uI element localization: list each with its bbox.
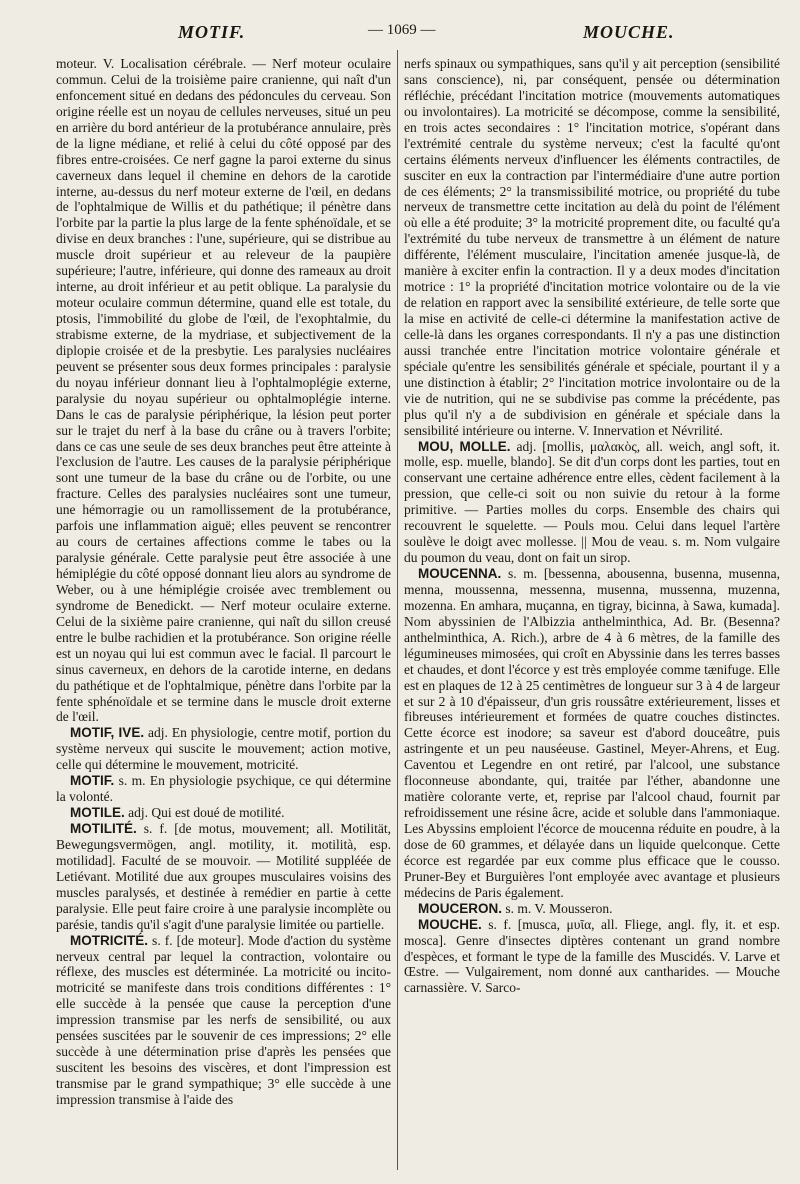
headword: MOU, MOLLE. bbox=[418, 438, 511, 454]
headword: MOUCHE. bbox=[418, 916, 482, 932]
headword: MOUCERON. bbox=[418, 900, 502, 916]
headword: MOUCENNA. bbox=[418, 566, 502, 581]
headword: MOTILITÉ. bbox=[70, 821, 137, 836]
right-column bbox=[404, 56, 780, 996]
definition: s. m. [bessenna, abousenna, busenna, musenna, menna, moussenna, messenna, musenna, mussenna, muzenna, mozenna. En amhara, muçanna, en tigray, bicinna, à Sawa, kumada]. Nom abyssinien de l'Albizzia anthelminthica, Ad. Br. (Besenna? anthelminthica, A. Rich.), arbre de 4 à 6 mètres, de la famille des légumineuses mimosées, qui croît en Abyssinie dans les terres basses et chaudes, et dont l'écorce y est très employée comme tænifuge. Elle est en plaques de 12 à 25 centimètres de longueur sur 3 à 4 de largeur et sur 2 à 10 d'épaisseur, d'un gris roussâtre extérieurement, lisses et fibreuses intérieurement et formées de quatre couches distinctes. Cette écorce est inodore; sa saveur est d'abord douceâtre, puis astringente et un peu nauséeuse. Gastinel, Meyer-Ahrens, et Eug. Caventou et Legendre en ont retiré, par l'alcool, une substance floconneuse abondante, qui, traitée par l'éther, abandonne une matière colorante verte, et, reprise par l'alcool chaud, fournit par refroidissement une résine âcre, acide et soluble dans l'ammoniaque. Les Abyssins emploient l'écorce de moucenna réduite en poudre, à la dose de 60 grammes, et délayée dans un liquide quelconque. Cette écorce est regardée par eux comme plus efficace que le cousso. Pruner-Bey et Burguières l'ont employée avec avantage et plusieurs médecins de Paris également. bbox=[404, 566, 780, 900]
headword: MOTIF, IVE. bbox=[70, 725, 145, 741]
entry-motif-ive bbox=[56, 725, 391, 773]
entry-motilite bbox=[56, 821, 391, 933]
running-head-left: MOTIF. bbox=[178, 22, 246, 42]
definition: adj. Qui est doué de motilité. bbox=[124, 805, 285, 821]
continued-entry-text: nerfs spinaux ou sympathiques, sans qu'il y ait perception (sensibilité sans conscience), ni, par conséquent, pensée ou détermination réfléchie, précédant l'incitation motrice (mouvements automatiques ou involontaires). La motricité se décompose, comme la sensibilité, en trois actes secondaires : 1° l'incitation motrice, s'opérant dans l'extrémité centrale du système nerveux; c'est la faculté qu'ont certains éléments nerveux d'influencer les éléments contractiles, de susciter en eux la contraction par l'intermédiaire d'une autre portion de ces éléments; 2° la transmissibilité motrice, ou propriété du tube nerveux de transmettre cette incitation au delà du point de l'élément où elle a été produite; 3° la motricité proprement dite, ou faculté qu'a l'extrémité du tube nerveux de transmettre à un élément de nature différente, l'élément musculaire, l'incitation amenée jusque-là, de manière à exciter enfin la contraction. Il y a deux modes d'incitation motrice : 1° la propriété d'incitation motrice volontaire ou de la vie de relation en rapport avec la sensibilité extérieure, de telle sorte que la mise en activité de celle-ci détermine la manifestation active de celle-là dans les organes correspondants. Il n'y a pas une distinction aussi tranchée entre l'incitation motrice volontaire générale et spéciale qu'entre les sensibilités générale et spéciale, pourtant il y a une distinction à établir; 2° l'incitation motrice involontaire ou de la vie de nutrition, qui ne se subdivise pas comme la précédente, pas plus qu'il n'y a de subdivision en générale et spéciale dans la sensibilité intérieure ou interne. V. Innervation et Névrilité. bbox=[404, 56, 780, 438]
continued-entry-text: moteur. V. Localisation cérébrale. — Nerf moteur oculaire commun. Celui de la troisième paire cranienne, qui naît d'un enfoncement situé en dedans des pédoncules du cerveau. Son origine réelle est un noyau de cellules nerveuses, situé un peu en arrière du bord antérieur de la protubérance annulaire, près de la ligne médiane, et relié à celui du côté opposé par des fibres entre-croisées. Ce nerf gagne la paroi externe du sinus caverneux dans lequel il chemine en dehors de la carotide interne, au-dessus du nerf moteur externe de l'œil, en dedans de l'ophtalmique de Willis et du pathétique; il pénètre dans l'orbite par la partie la plus large de la fente sphénoïdale, et se divise en deux branches : l'une, supérieure, qui se distribue au muscle droit supérieur et au releveur de la paupière supérieure; l'autre, inférieure, qui donne des rameaux au droit interne, au droit inférieur et au petit oblique. La paralysie du moteur oculaire commun détermine, quand elle est totale, du ptosis, l'immobilité du globe de l'œil, de l'exophtalmie, du strabisme externe, de la mydriase, et subjectivement de la diplopie croisée et de la presbytie. Les paralysies nucléaires peuvent se présenter sous deux formes principales : paralysie du noyau inférieur donnant lieu à l'ophtalmoplégie externe, paralysie du noyau supérieur ou ophtalmoplégie interne. Dans le cas de paralysie périphérique, la lésion peut porter sur le trajet du nerf à la base du crâne ou à travers l'orbite; dans ce cas une seule de ses deux branches peut être atteinte à l'exclusion de l'autre. Les causes de la paralysie périphérique sont une tumeur de la base du crâne ou de l'orbite, ou une fracture. Celles des paralysies nucléaires sont une tumeur, une hémorragie ou un ramollissement de la protubérance, parfois une inflammation aiguë; elles peuvent se rencontrer au cours de certaines affections comme le tabes ou la paralysie générale. Cette paralysie peut être associée à une hémiplégie du côté opposé donnant lieu alors au syndrome de Weber, ou à une hémiplégie croisée avec tremblement ou syndrome de Benedickt. — Nerf moteur oculaire externe. Celui de la sixième paire cranienne, qui naît du sillon creusé entre le bulbe rachidien et la protubérance. Son origine réelle est un noyau qui lui est commun avec le facial. Il parcourt le sinus caverneux, en dehors de la carotide interne, en dedans du pathétique et de l'ophtalmique, pénètre dans l'orbite par la fente sphénoïdale et se termine dans le muscle droit externe de l'œil. bbox=[56, 56, 391, 725]
headword: MOTILE. bbox=[70, 805, 125, 821]
definition: adj. [mollis, μαλακὸς, all. weich, angl soft, it. molle, esp. muelle, blando]. Se dit d'un corps dont les parties, tout en conservant une certaine adhérence entre elles, cèdent facilement à la pression, que celle-ci soit ou non suivie du retour à la forme primitive. — Parties molles du corps. Ensemble des chairs qui recouvrent le squelette. — Pouls mou. Celui dans lequel l'artère soulève le doigt avec mollesse. || Mou de veau. s. m. Nom vulgaire du poumon du veau, dont on fait un sirop. bbox=[404, 438, 780, 566]
definition: s. f. [de moteur]. Mode d'action du système nerveux central par lequel la contraction, volontaire ou réflexe, des muscles est déterminée. La motricité ou incito-motricité se manifeste dans trois conditions différentes : 1° elle succède à la pensée que cause la perception d'une impression transmise par les nerfs de sensibilité, ou aux pensées suscitées par le souvenir de ces impressions; 2° elle succède à une détermination prise d'après les pensées que suscitent les besoins des viscères, et dont l'impression est transmise par le grand sympathique; 3° elle succède à une impression transmise à l'aide des bbox=[56, 932, 391, 1107]
definition: s. f. [de motus, mouvement; all. Motilität, Bewegungsvermögen, angl. motility, it. motilità, esp. motilidad]. Faculté de se mouvoir. — Motilité suppléée de Letiévant. Motilité due aux groupes musculaires voisins des muscles paralysés, et destinée à remédier en partie à cette paralysie. Elle peut faire croire à une paralysie incomplète ou parésie, tandis qu'il s'agit d'une paralysie limitée ou partielle. bbox=[56, 821, 391, 932]
entry-motricite bbox=[56, 933, 391, 1108]
page-number: — 1069 — bbox=[368, 22, 436, 38]
running-head-right: MOUCHE. bbox=[583, 22, 675, 42]
headword: MOTRICITÉ. bbox=[70, 932, 148, 948]
entry-motile bbox=[56, 805, 391, 821]
headword: MOTIF. bbox=[70, 773, 115, 789]
entry-motif bbox=[56, 773, 391, 805]
entry-moucenna bbox=[404, 566, 780, 901]
definition: adj. En physiologie, centre motif, portion du système nerveux qui suscite le mouvement; action motive, celle qui détermine le mouvement, motricité. bbox=[56, 725, 391, 773]
definition: s. m. V. Mousseron. bbox=[502, 900, 613, 916]
definition: s. m. En physiologie psychique, ce qui détermine la volonté. bbox=[56, 773, 391, 805]
definition: s. f. [musca, μυῖα, all. Fliege, angl. fly, it. et esp. mosca]. Genre d'insectes diptères contenant un grand nombre d'espèces, et formant le type de la famille des Muscidés. V. Larve et Œstre. — Vulgairement, nom donné aux cantharides. — Mouche carnassière. V. Sarco- bbox=[404, 916, 780, 996]
left-column bbox=[56, 56, 391, 1108]
entry-mou-molle bbox=[404, 439, 780, 567]
entry-mouceron bbox=[404, 901, 780, 917]
column-divider bbox=[397, 50, 398, 1170]
entry-mouche bbox=[404, 917, 780, 997]
